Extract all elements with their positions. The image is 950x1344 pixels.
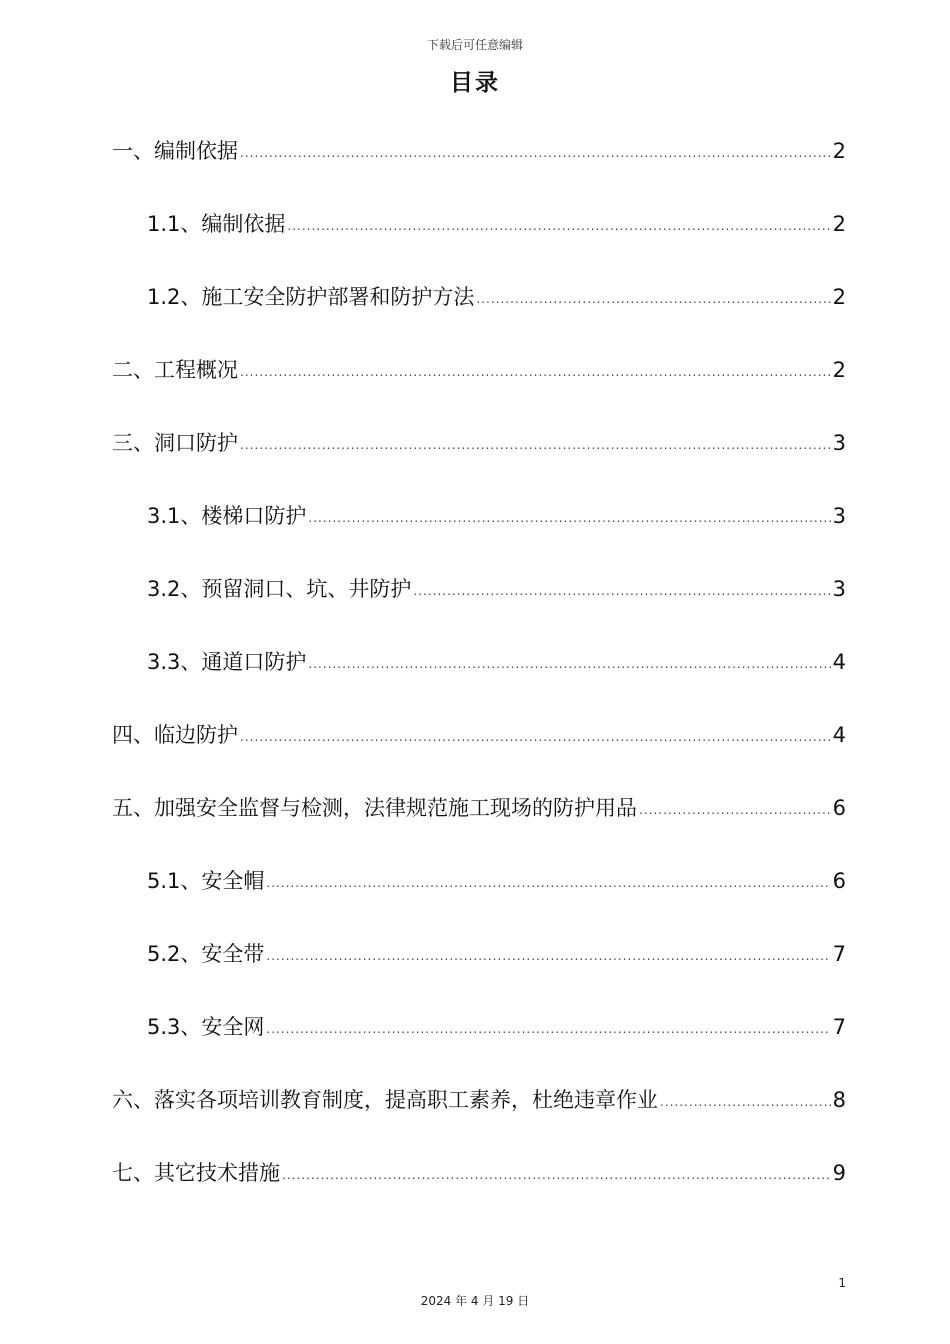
toc-leader-dots xyxy=(413,573,830,609)
toc-entry-page: 2 xyxy=(832,358,846,382)
toc-entry[interactable] xyxy=(112,425,846,461)
toc-leader-dots xyxy=(660,1084,831,1120)
toc-entry-label: 5.2、安全带 xyxy=(147,942,265,966)
toc-entry-page: 4 xyxy=(832,650,846,674)
toc-entry-page: 9 xyxy=(832,1161,846,1185)
toc-leader-dots xyxy=(639,792,831,828)
toc-entry-page: 3 xyxy=(832,431,846,455)
toc-entry[interactable] xyxy=(112,936,846,972)
toc-entry[interactable] xyxy=(112,863,846,899)
toc-entry-label: 5.1、安全帽 xyxy=(147,869,265,893)
toc-leader-dots xyxy=(287,208,830,244)
toc-entry-page: 2 xyxy=(832,139,846,163)
toc-entry-page: 4 xyxy=(832,723,846,747)
toc-entry-page: 6 xyxy=(832,869,846,893)
toc-entry-page: 2 xyxy=(832,285,846,309)
toc-leader-dots xyxy=(266,1011,830,1047)
toc-leader-dots xyxy=(240,719,831,755)
header-note: 下载后可任意编辑 xyxy=(426,38,523,52)
toc-entry[interactable] xyxy=(112,206,846,242)
toc-title: 目录 xyxy=(450,70,500,96)
toc-leader-dots xyxy=(308,646,830,682)
toc-entry-label: 七、其它技术措施 xyxy=(112,1161,280,1185)
toc-entry-label: 五、加强安全监督与检测，法律规范施工现场的防护用品 xyxy=(112,796,637,820)
toc-entry-page: 8 xyxy=(832,1088,846,1112)
toc-leader-dots xyxy=(240,427,831,463)
toc-entry[interactable] xyxy=(112,717,846,753)
toc-entry-label: 3.3、通道口防护 xyxy=(147,650,307,674)
toc-entry-label: 一、编制依据 xyxy=(112,139,238,163)
toc-entry-page: 6 xyxy=(832,796,846,820)
toc-entry-label: 三、洞口防护 xyxy=(112,431,238,455)
toc-entry-label: 二、工程概况 xyxy=(112,358,238,382)
toc-entry-label: 四、临边防护 xyxy=(112,723,238,747)
toc-entry-label: 六、落实各项培训教育制度，提高职工素养，杜绝违章作业 xyxy=(112,1088,658,1112)
toc-entry[interactable] xyxy=(112,352,846,388)
toc-entry[interactable] xyxy=(112,644,846,680)
toc-leader-dots xyxy=(308,500,830,536)
toc-entry[interactable] xyxy=(112,1155,846,1191)
toc-entry[interactable] xyxy=(112,1082,846,1118)
toc-leader-dots xyxy=(240,354,831,390)
toc-entry[interactable] xyxy=(112,790,846,826)
toc-entry-label: 1.1、编制依据 xyxy=(147,212,286,236)
toc-leader-dots xyxy=(282,1157,831,1193)
table-of-contents xyxy=(112,133,846,1228)
toc-entry[interactable] xyxy=(112,279,846,315)
toc-entry-page: 3 xyxy=(832,504,846,528)
toc-entry-page: 7 xyxy=(832,1015,846,1039)
toc-entry-page: 2 xyxy=(832,212,846,236)
toc-entry-label: 5.3、安全网 xyxy=(147,1015,265,1039)
toc-entry[interactable] xyxy=(112,498,846,534)
footer-date: 2024 年 4 月 19 日 xyxy=(420,1294,530,1308)
toc-leader-dots xyxy=(266,938,830,974)
toc-entry[interactable] xyxy=(112,1009,846,1045)
toc-leader-dots xyxy=(240,135,831,171)
toc-entry-page: 3 xyxy=(832,577,846,601)
toc-entry[interactable] xyxy=(112,133,846,169)
toc-leader-dots xyxy=(266,865,830,901)
page-number: 1 xyxy=(838,1276,846,1290)
toc-entry-label: 3.2、预留洞口、坑、井防护 xyxy=(147,577,412,601)
toc-leader-dots xyxy=(476,281,830,317)
toc-entry-page: 7 xyxy=(832,942,846,966)
toc-entry-label: 1.2、施工安全防护部署和防护方法 xyxy=(147,285,475,309)
toc-entry[interactable] xyxy=(112,571,846,607)
toc-entry-label: 3.1、楼梯口防护 xyxy=(147,504,307,528)
